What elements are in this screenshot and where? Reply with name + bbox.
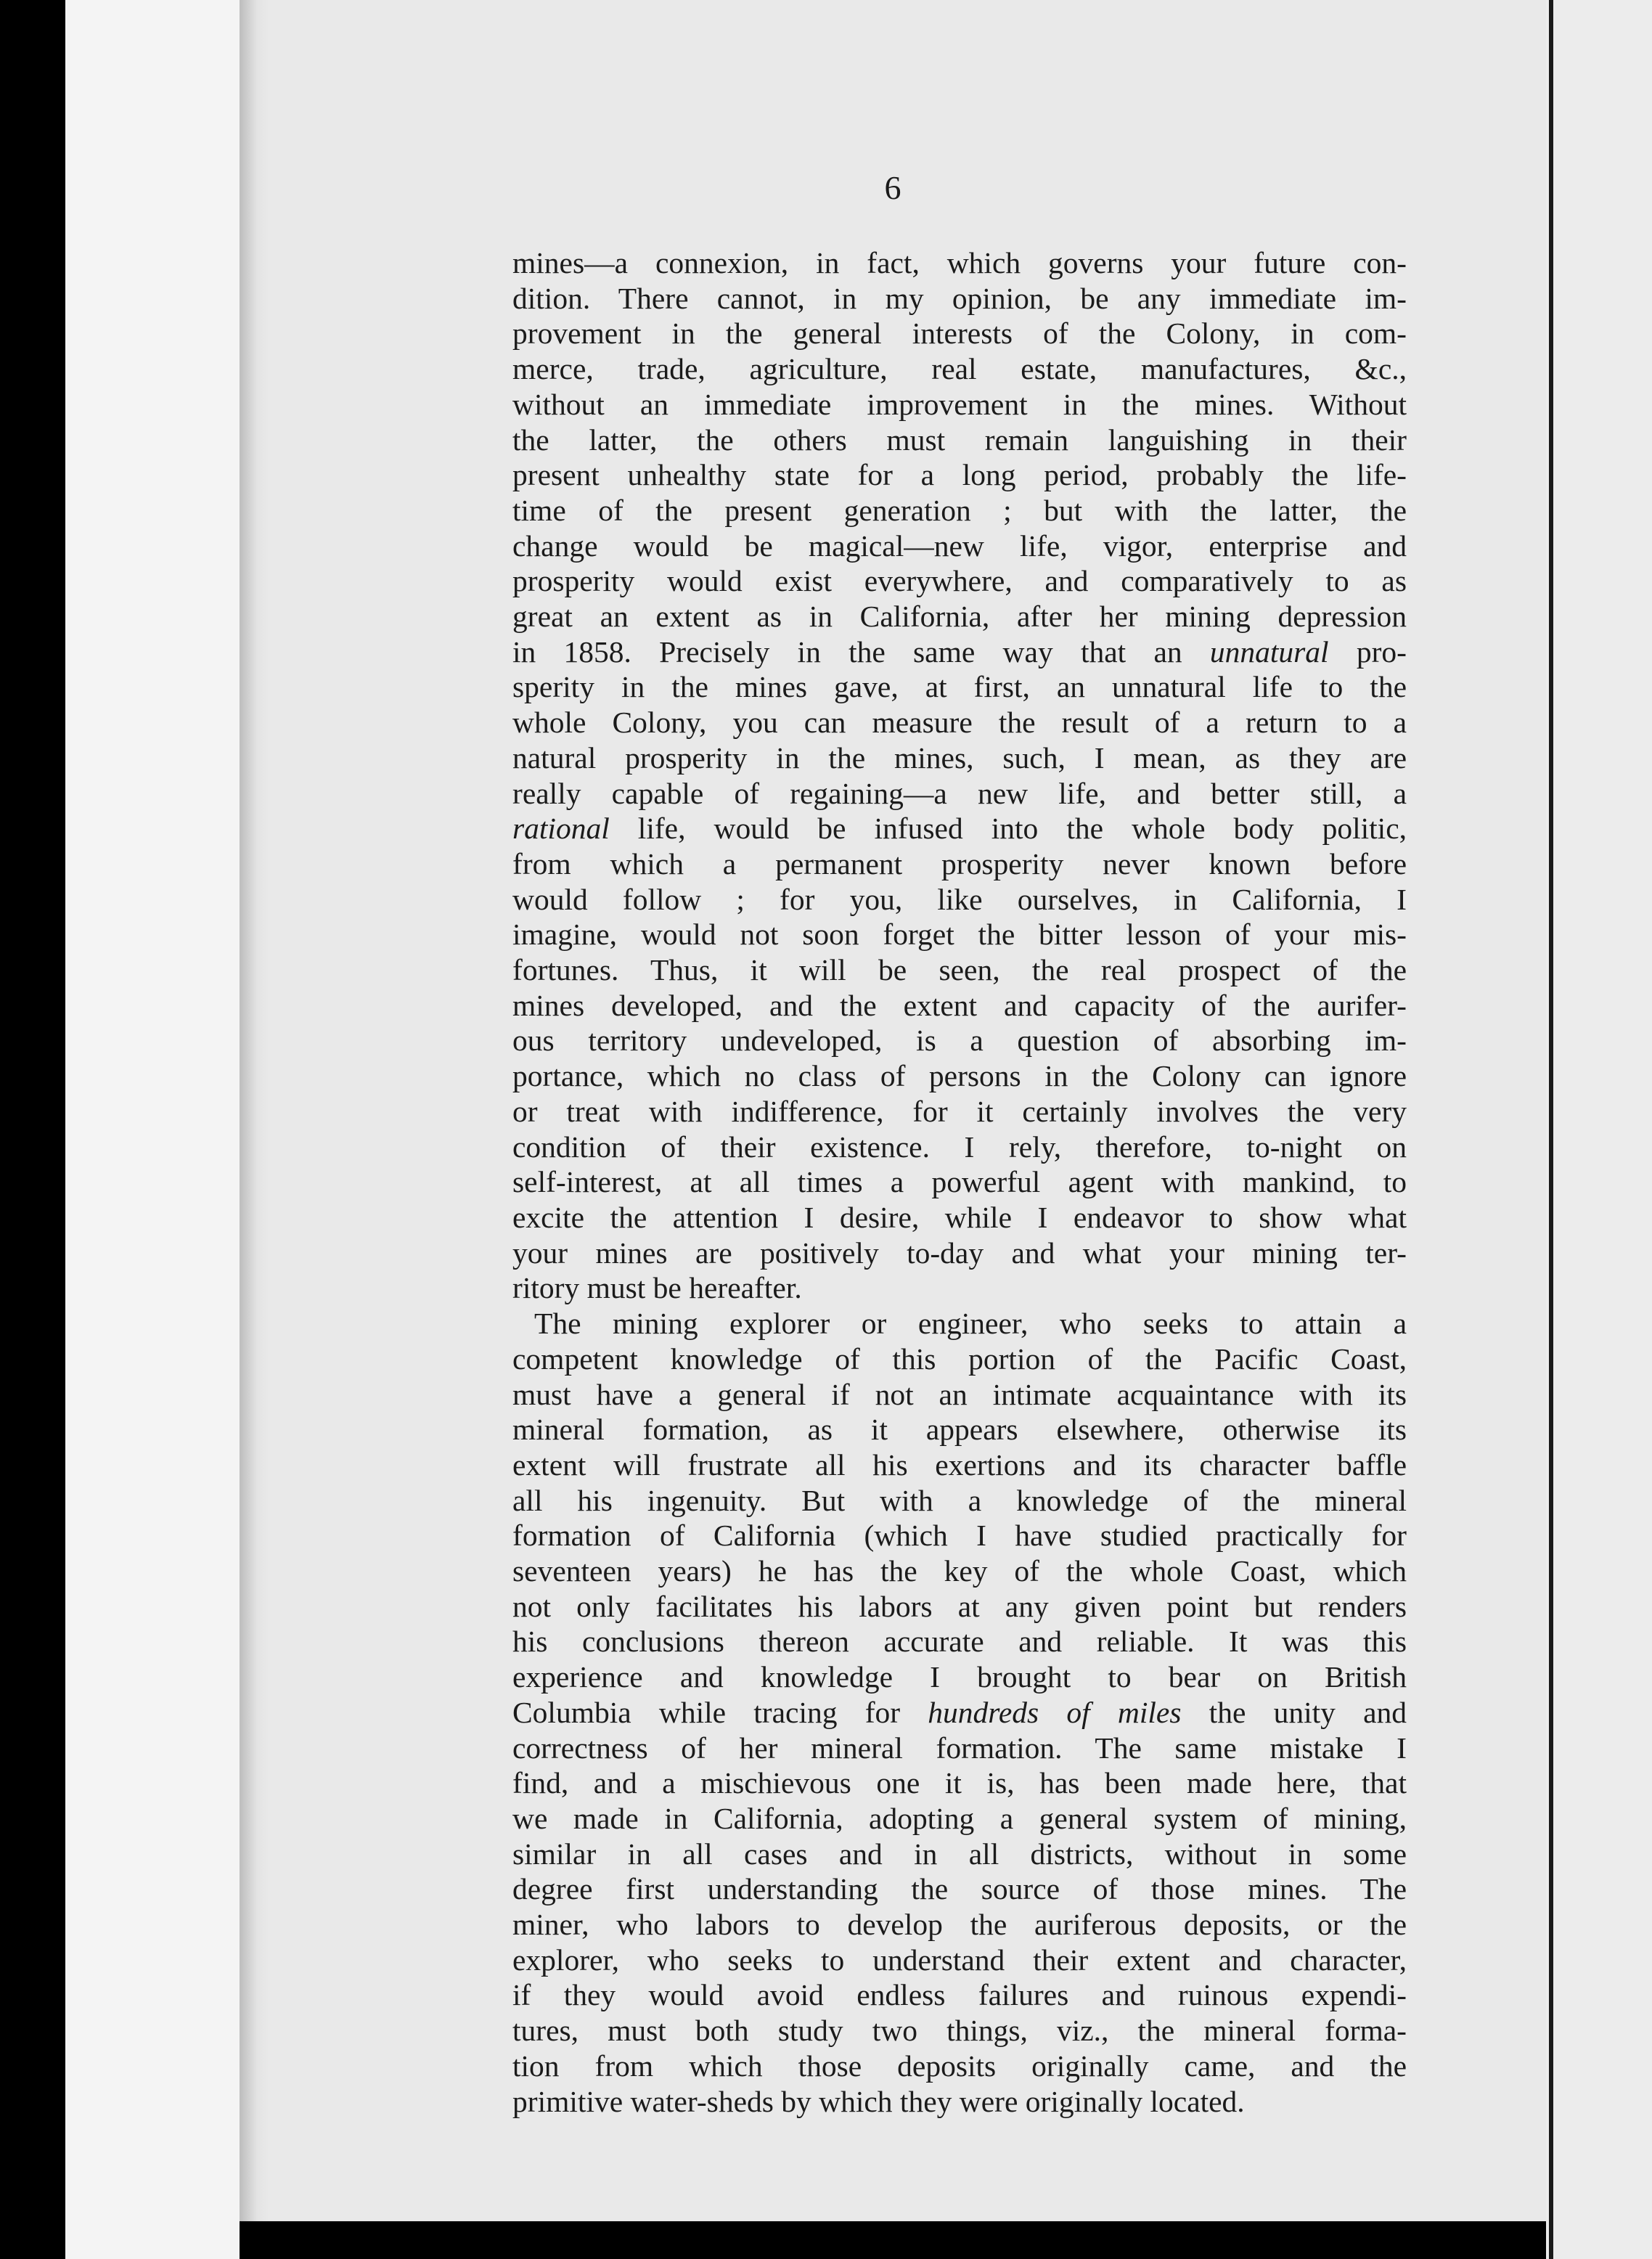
text-line: miner, who labors to develop the auriferous deposits, or the — [512, 1908, 1407, 1942]
text-line: Columbia while tracing for hundreds of miles the unity and — [512, 1695, 1407, 1729]
text-line: tion from which those deposits originally came, and the — [512, 2048, 1407, 2083]
text-line: present unhealthy state for a long period, probably the life- — [512, 458, 1407, 492]
text-line: competent knowledge of this portion of the Pacific Coast, — [512, 1341, 1407, 1376]
text-line: extent will frustrate all his exertions and its character baffle — [512, 1447, 1407, 1482]
text-line: degree first understanding the source of those mines. The — [512, 1872, 1407, 1906]
text-line: self-interest, at all times a powerful agent with mankind, to — [512, 1165, 1407, 1199]
text-line: in 1858. Precisely in the same way that an unnatural pro- — [512, 634, 1407, 669]
text-line: rational life, would be infused into the whole body politic, — [512, 812, 1407, 846]
scanner-margin-left — [65, 0, 240, 2259]
text-line: merce, trade, agriculture, real estate, manufactures, &c., — [512, 352, 1407, 386]
text-line: his conclusions thereon accurate and reliable. It was this — [512, 1625, 1407, 1659]
text-line: condition of their existence. I rely, therefore, to-night on — [512, 1130, 1407, 1164]
text-line: not only facilitates his labors at any given point but renders — [512, 1589, 1407, 1623]
page-binding-edge — [240, 0, 269, 2221]
text-line: experience and knowledge I brought to bear on British — [512, 1660, 1407, 1694]
text-line: must have a general if not an intimate acquaintance with its — [512, 1377, 1407, 1411]
text-line: tures, must both study two things, viz., the mineral forma- — [512, 2014, 1407, 2048]
page-number: 6 — [884, 169, 901, 206]
text-line: dition. There cannot, in my opinion, be any immediate im- — [512, 281, 1407, 315]
text-line: primitive water-sheds by which they were originally located. — [512, 2084, 1245, 2118]
text-line: or treat with indifference, for it certainly involves the very — [512, 1094, 1407, 1128]
text-line: mines developed, and the extent and capacity of the aurifer- — [512, 988, 1407, 1022]
text-line: similar in all cases and in all districts, without in some — [512, 1837, 1407, 1871]
text-line: ous territory undeveloped, is a question of absorbing im- — [512, 1024, 1407, 1058]
text-line: The mining explorer or engineer, who seeks to attain a — [534, 1307, 1407, 1341]
italic-phrase: unnatural — [1209, 634, 1329, 669]
text-line: explorer, who seeks to understand their extent and character, — [512, 1943, 1407, 1977]
text-line: provement in the general interests of the Colony, in com- — [512, 316, 1407, 351]
text-line: if they would avoid endless failures and ruinous expendi- — [512, 1978, 1407, 2012]
italic-phrase: hundreds of miles — [928, 1695, 1182, 1729]
text-line: mines—a connexion, in fact, which governs your future con- — [512, 246, 1407, 279]
text-line: whole Colony, you can measure the result of a return to a — [512, 706, 1407, 740]
text-line: correctness of her mineral formation. The same mistake I — [512, 1731, 1407, 1765]
text-line: the latter, the others must remain languishing in their — [512, 422, 1407, 457]
text-line: mineral formation, as it appears elsewhere, otherwise its — [512, 1413, 1407, 1447]
text-line: ritory must be hereafter. — [512, 1271, 802, 1305]
text-line: would follow ; for you, like ourselves, in California, I — [512, 882, 1407, 916]
text-line: your mines are positively to-day and what your mining ter- — [512, 1235, 1407, 1270]
text-line: prosperity would exist everywhere, and comparatively to as — [512, 564, 1407, 598]
text-line: without an immediate improvement in the mines. Without — [512, 387, 1407, 421]
text-line: great an extent as in California, after her mining depression — [512, 600, 1407, 634]
text-line: fortunes. Thus, it will be seen, the real prospect of the — [512, 953, 1407, 987]
text-line: formation of California (which I have studied practically for — [512, 1519, 1407, 1553]
text-line: excite the attention I desire, while I endeavor to show what — [512, 1200, 1407, 1234]
text-line: seventeen years) he has the key of the whole Coast, which — [512, 1554, 1407, 1588]
text-line: change would be magical—new life, vigor, enterprise and — [512, 528, 1407, 563]
text-line: all his ingenuity. But with a knowledge of the mineral — [512, 1483, 1407, 1517]
italic-phrase: rational — [512, 812, 610, 846]
text-line: we made in California, adopting a general system of mining, — [512, 1801, 1407, 1835]
page-divider-rule — [1549, 0, 1553, 2259]
text-line: find, and a mischievous one it is, has been made here, that — [512, 1766, 1407, 1800]
text-line: time of the present generation ; but with the latter, the — [512, 493, 1407, 527]
text-line: sperity in the mines gave, at first, an unnatural life to the — [512, 670, 1407, 704]
text-line: from which a permanent prosperity never known before — [512, 846, 1407, 881]
facing-page-edge — [1546, 0, 1652, 2259]
body-text — [512, 245, 1407, 2119]
text-line: imagine, would not soon forget the bitter lesson of your mis- — [512, 918, 1407, 952]
text-line: really capable of regaining—a new life, and better still, a — [512, 776, 1407, 810]
text-line: portance, which no class of persons in the Colony can ignore — [512, 1059, 1407, 1093]
text-line: natural prosperity in the mines, such, I mean, as they are — [512, 740, 1407, 775]
